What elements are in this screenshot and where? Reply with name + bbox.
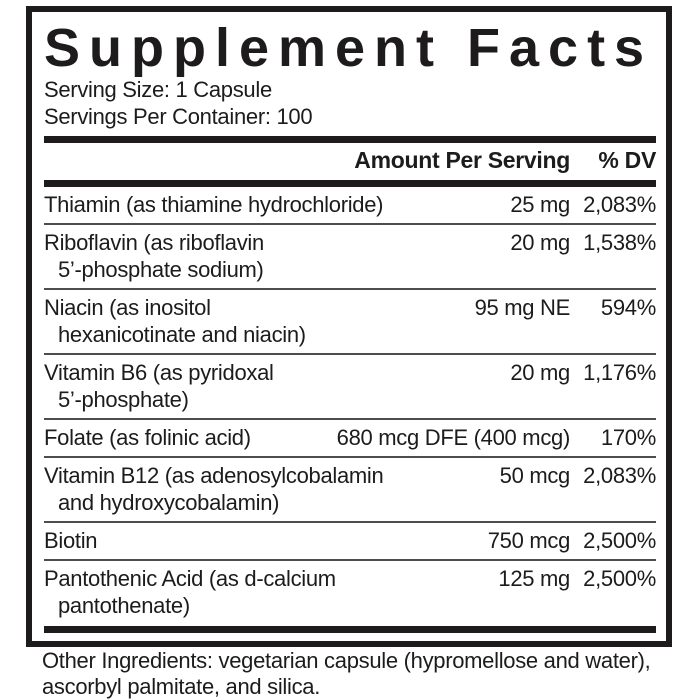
nutrient-name	[44, 229, 498, 283]
other-ingredients-text: Other Ingredients: vegetarian capsule (hypromellose and water), ascorbyl palmitate, and silica.	[42, 648, 651, 699]
nutrient-name-line1: Niacin (as inositol	[44, 295, 211, 320]
nutrient-name-line2: 5’-phosphate)	[58, 387, 189, 412]
facts-panel	[26, 6, 672, 647]
panel-title: Supplement Facts	[44, 18, 654, 78]
nutrient-name	[44, 565, 486, 619]
nutrient-dv: 1,538%	[583, 230, 656, 255]
table-header-row	[44, 143, 656, 180]
nutrient-amount: 25 mg	[510, 192, 570, 217]
nutrient-name-line2: hexanicotinate and niacin)	[58, 322, 306, 347]
table-row-pantothenic-acid	[44, 561, 656, 624]
divider-thick-below-header	[44, 180, 656, 187]
nutrient-name-line1: Thiamin (as thiamine hydrochloride)	[44, 192, 384, 217]
divider-thick-bottom	[44, 626, 656, 633]
header-amount-per-serving: Amount Per Serving	[354, 147, 570, 173]
nutrient-amount: 750 mcg	[487, 528, 570, 553]
nutrient-dv: 2,083%	[583, 192, 656, 217]
nutrient-amount: 50 mcg	[499, 463, 570, 488]
nutrient-name	[44, 359, 498, 413]
servings-per-container: Servings Per Container: 100	[44, 104, 313, 129]
nutrient-amount: 20 mg	[510, 230, 570, 255]
divider-thick-top	[44, 136, 656, 143]
nutrient-name	[44, 424, 325, 451]
nutrient-name	[44, 527, 476, 554]
nutrient-name-line1: Pantothenic Acid (as d-calcium	[44, 566, 336, 591]
nutrient-dv: 2,500%	[583, 566, 656, 591]
serving-size: Serving Size: 1 Capsule	[44, 77, 272, 102]
nutrient-name-line2: pantothenate)	[58, 593, 190, 618]
nutrient-amount: 680 mcg DFE (400 mcg)	[336, 425, 570, 450]
table-row-folate	[44, 420, 656, 458]
nutrient-dv: 2,083%	[583, 463, 656, 488]
nutrient-name-line1: Vitamin B6 (as pyridoxal	[44, 360, 274, 385]
nutrient-name-line2: 5’-phosphate sodium)	[58, 257, 264, 282]
table-row-niacin	[44, 290, 656, 355]
table-row-thiamin	[44, 187, 656, 225]
nutrient-amount: 95 mg NE	[474, 295, 570, 320]
table-row-vitamin-b12	[44, 458, 656, 523]
nutrient-amount: 20 mg	[510, 360, 570, 385]
nutrient-name-line1: Vitamin B12 (as adenosylcobalamin	[44, 463, 384, 488]
nutrient-dv: 170%	[600, 425, 656, 450]
nutrient-name-line1: Riboflavin (as riboflavin	[44, 230, 264, 255]
nutrient-name-line1: Biotin	[44, 528, 98, 553]
nutrient-amount: 125 mg	[498, 566, 570, 591]
header-percent-dv: % DV	[598, 147, 656, 173]
nutrient-dv: 1,176%	[583, 360, 656, 385]
nutrient-name-line2: and hydroxycobalamin)	[58, 490, 280, 515]
table-row-riboflavin	[44, 225, 656, 290]
nutrient-name	[44, 462, 488, 516]
table-row-vitamin-b6	[44, 355, 656, 420]
nutrient-dv: 2,500%	[583, 528, 656, 553]
table-row-biotin	[44, 523, 656, 561]
nutrient-name	[44, 294, 463, 348]
nutrient-name	[44, 191, 498, 218]
nutrient-name-line1: Folate (as folinic acid)	[44, 425, 251, 450]
nutrient-dv: 594%	[600, 295, 656, 320]
